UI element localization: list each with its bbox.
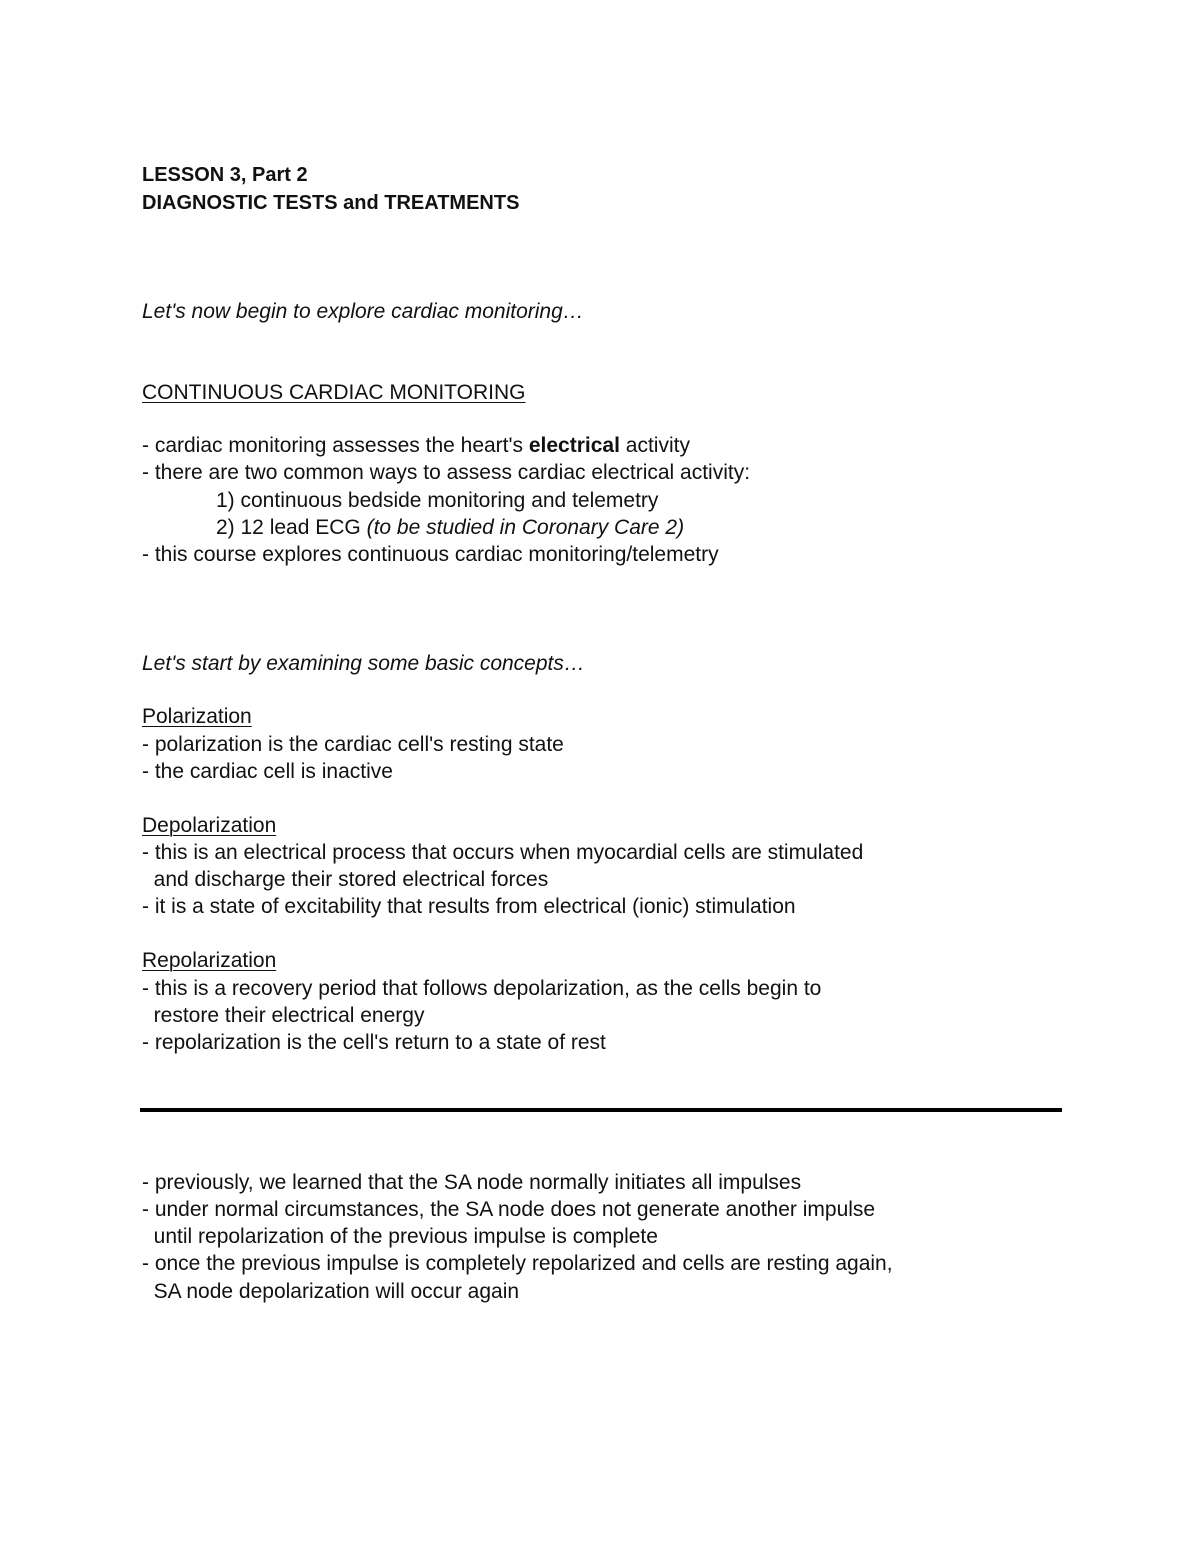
depolarization-line-1: - this is an electrical process that occurs when myocardial cells are stimulated — [142, 841, 864, 864]
sa-node-line-4: - once the previous impulse is completely repolarized and cells are resting again, — [142, 1252, 893, 1275]
monitoring-bullet-2: - there are two common ways to assess cardiac electrical activity: — [142, 461, 751, 484]
repolarization-line-1: - this is a recovery period that follows depolarization, as the cells begin to — [142, 977, 822, 1000]
section-heading-depolarization: Depolarization — [142, 814, 277, 837]
monitoring-item-2-pre: 2) 12 lead ECG — [216, 516, 367, 539]
page-title: DIAGNOSTIC TESTS and TREATMENTS — [142, 192, 520, 214]
section-heading-repolarization: Repolarization — [142, 949, 277, 972]
polarization-line-1: - polarization is the cardiac cell's resting state — [142, 733, 564, 756]
sa-node-line-1: - previously, we learned that the SA node normally initiates all impulses — [142, 1171, 802, 1194]
intro-text-emphasis: begin to — [235, 300, 311, 323]
polarization-line-2: - the cardiac cell is inactive — [142, 760, 393, 783]
monitoring-bullet-1-bold: electrical — [528, 434, 620, 457]
concepts-intro: Let's start by examining some basic concepts… — [142, 652, 585, 675]
monitoring-bullet-3: - this course explores continuous cardiac monitoring/telemetry — [142, 543, 719, 566]
section-heading-monitoring: CONTINUOUS CARDIAC MONITORING — [142, 381, 526, 404]
monitoring-item-2 — [216, 514, 684, 541]
intro-text-pre: Let's now — [142, 300, 236, 323]
repolarization-line-3: - repolarization is the cell's return to a state of rest — [142, 1031, 606, 1054]
depolarization-line-3: - it is a state of excitability that results from electrical (ionic) stimulation — [142, 895, 796, 918]
repolarization-line-2: restore their electrical energy — [142, 1004, 425, 1027]
sa-node-line-2: - under normal circumstances, the SA node does not generate another impulse — [142, 1198, 876, 1221]
intro-line — [142, 298, 584, 325]
sa-node-line-3: until repolarization of the previous impulse is complete — [142, 1225, 658, 1248]
section-heading-polarization: Polarization — [142, 705, 252, 728]
monitoring-bullet-1-post: activity — [619, 434, 690, 457]
sa-node-line-5: SA node depolarization will occur again — [142, 1280, 520, 1303]
monitoring-item-1: 1) continuous bedside monitoring and telemetry — [216, 489, 659, 512]
lesson-title: LESSON 3, Part 2 — [142, 164, 308, 186]
monitoring-bullet-1-pre: - cardiac monitoring assesses the heart's — [142, 434, 529, 457]
monitoring-item-2-note: (to be studied in Coronary Care 2) — [366, 516, 685, 539]
depolarization-line-2: and discharge their stored electrical forces — [142, 868, 549, 891]
intro-text-post: explore cardiac monitoring… — [310, 300, 584, 323]
section-divider — [140, 1108, 1062, 1112]
monitoring-bullet-1 — [142, 432, 690, 459]
